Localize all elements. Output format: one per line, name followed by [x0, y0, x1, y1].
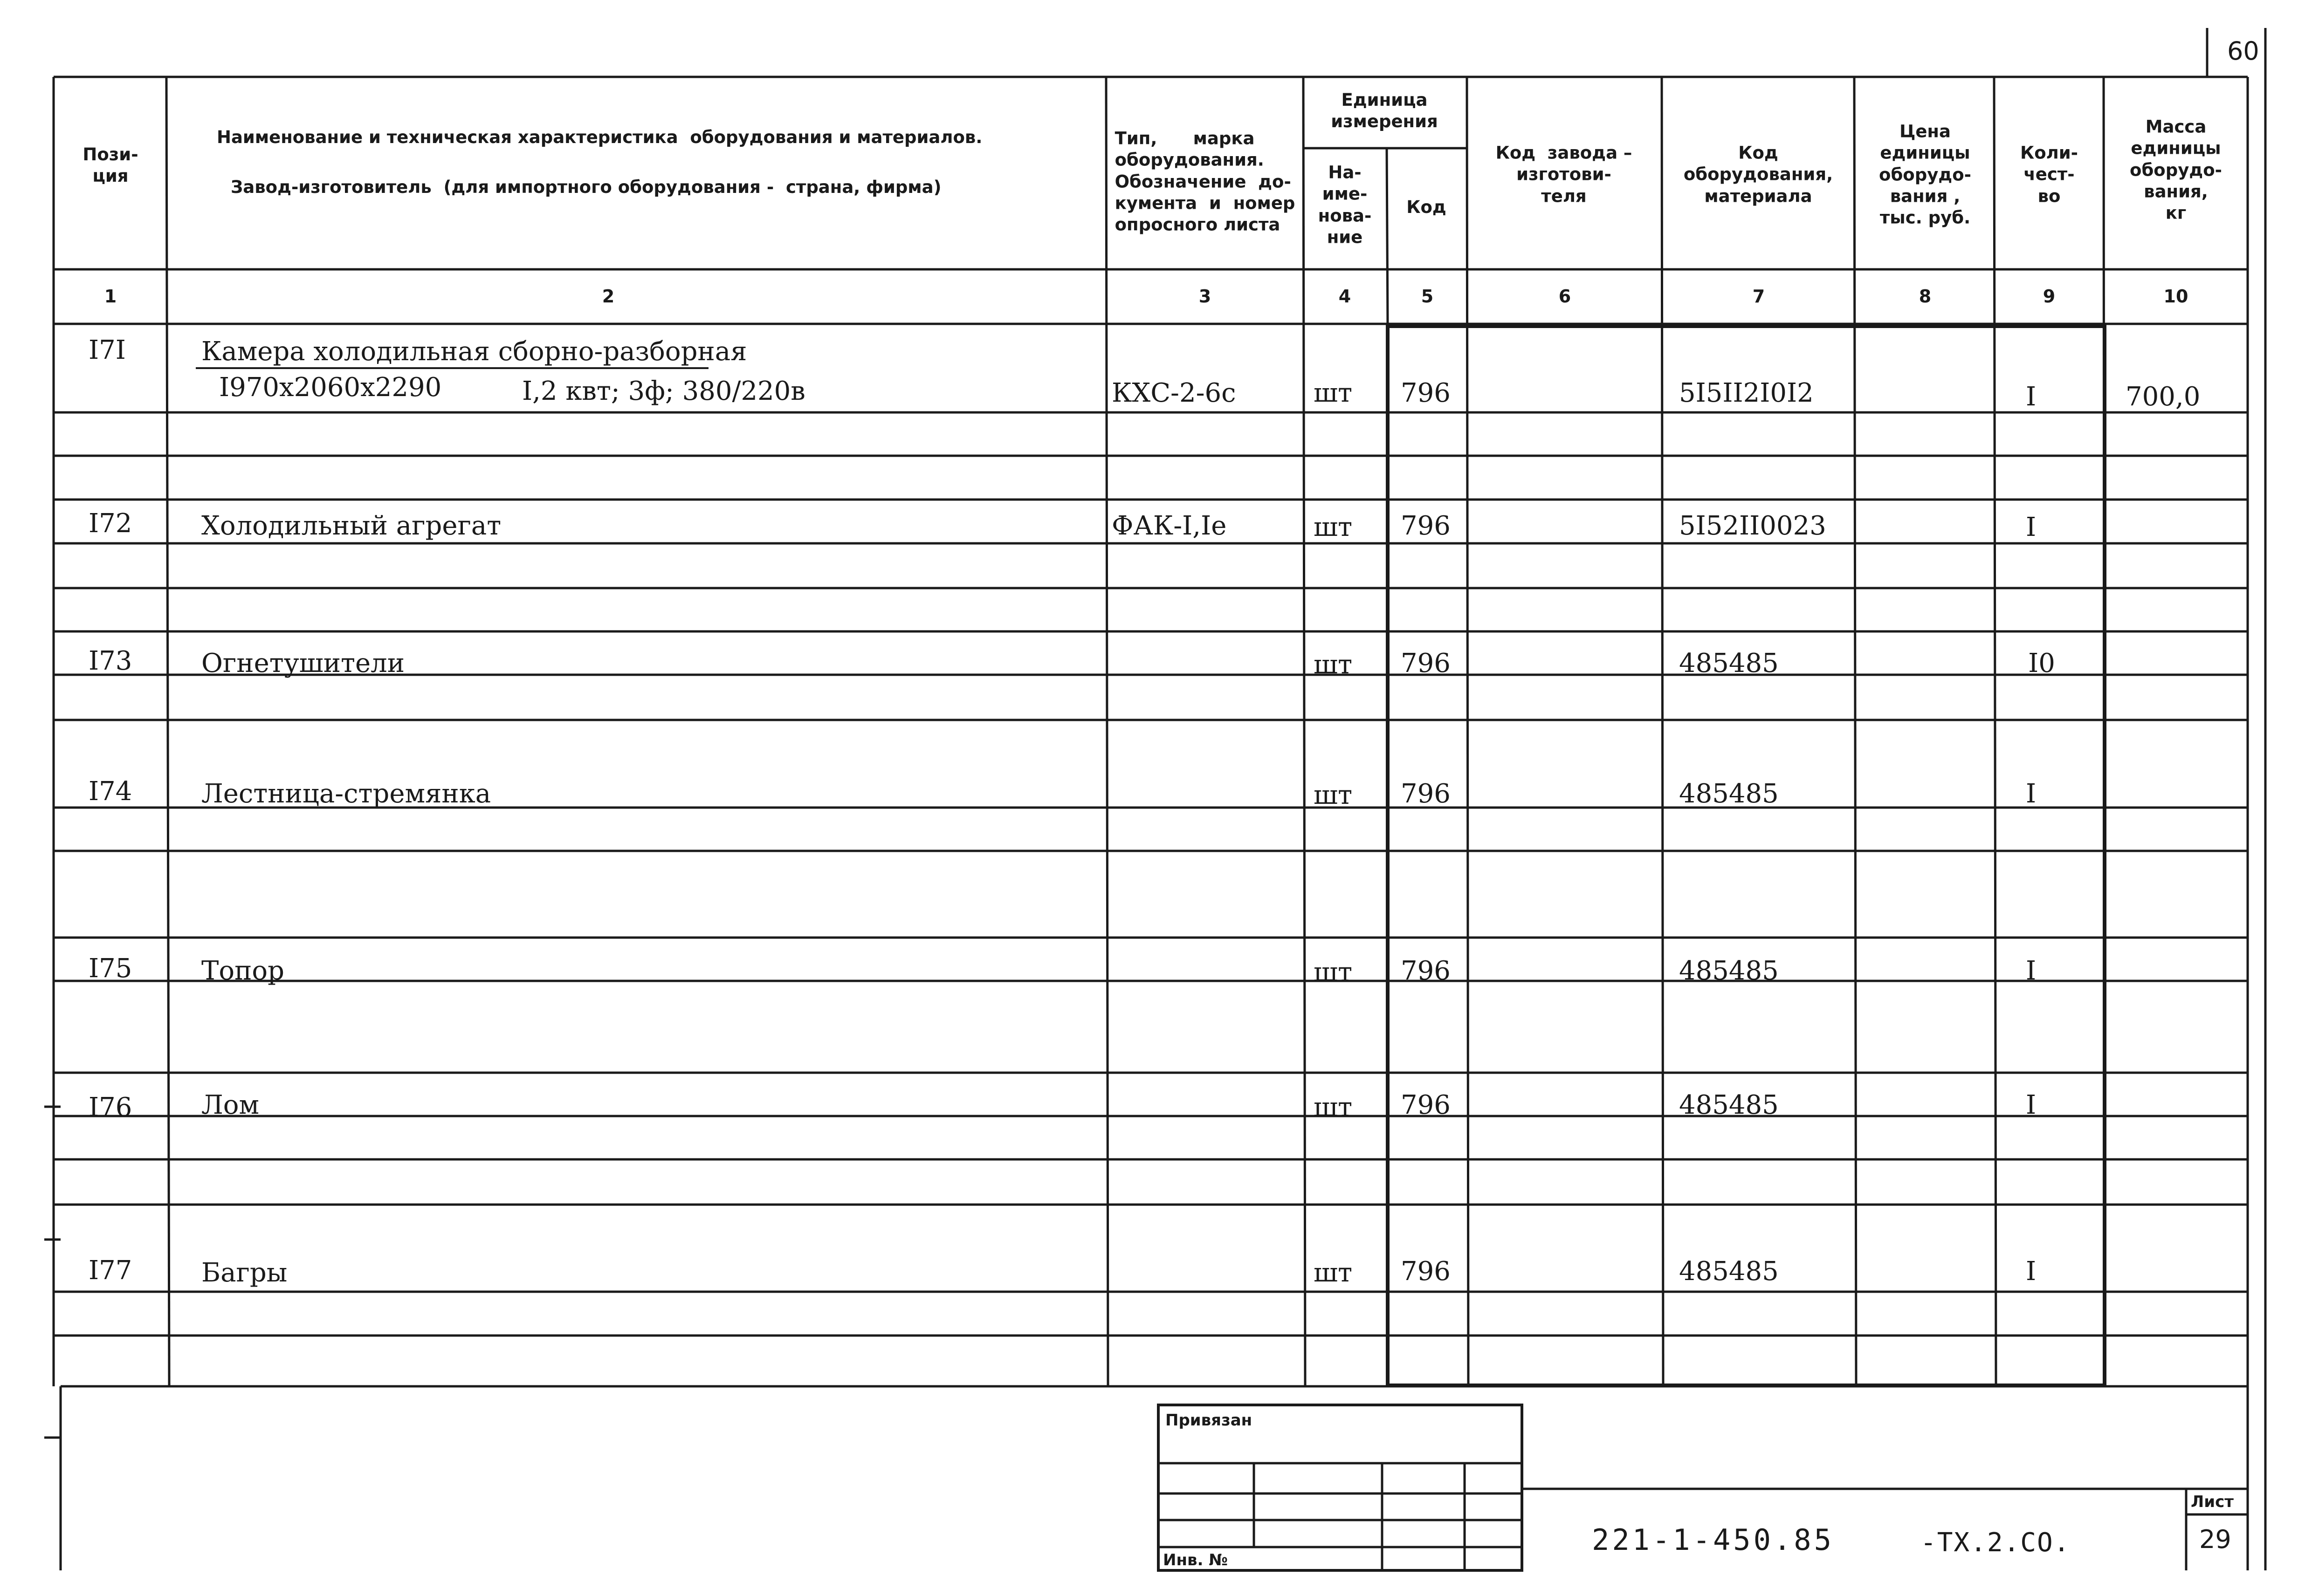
row-unit: шт [1314, 780, 1353, 810]
header-position: Пози- ция [83, 144, 138, 186]
column-number: 2 [602, 286, 615, 307]
document-code: 221-1-450.85 [1592, 1523, 1834, 1557]
header-quantity: Коли- чест- во [2020, 143, 2078, 206]
header-name-line1: Наименование и техническая характеристика оборудования и материалов. [217, 127, 983, 147]
row-quantity: I [2025, 382, 2037, 412]
row-unit: шт [1314, 512, 1353, 542]
row-position: I74 [89, 776, 132, 807]
row-position: I76 [89, 1092, 132, 1123]
stamp-inventory-label: Инв. № [1163, 1551, 1228, 1569]
header-plant-code: Код завода – изготови- теля [1495, 143, 1632, 206]
column-number: 10 [2163, 286, 2188, 307]
row-quantity: I [2025, 512, 2037, 542]
header-mass: Масса единицы оборудо- вания, кг [2130, 116, 2222, 223]
row-unit-code: 796 [1401, 511, 1451, 541]
sheet-label: Лист [2191, 1493, 2234, 1511]
row-position: I77 [89, 1255, 132, 1286]
row-equipment-code: 485485 [1679, 1256, 1779, 1287]
row-equipment-code: 485485 [1679, 779, 1779, 809]
row-unit-code: 796 [1401, 648, 1451, 678]
stamp-attached-label: Привязан [1165, 1411, 1252, 1430]
column-number: 9 [2043, 286, 2056, 307]
row-equipment-code: 5I5II2I0I2 [1679, 378, 1814, 408]
row-name: Огнетушители [201, 648, 405, 678]
row-position: I75 [89, 953, 132, 984]
row-name: Лестница-стремянка [201, 779, 491, 809]
header-unit-group: Единица измерения [1331, 89, 1438, 131]
row-name: Топор [201, 956, 284, 986]
row-name-dimensions: I970x2060x2290 [219, 372, 442, 403]
column-number: 8 [1919, 286, 1932, 307]
row-name: Холодильный агрегат [201, 511, 502, 541]
row-quantity: I0 [2028, 648, 2055, 678]
row-unit: шт [1314, 650, 1353, 680]
sheet-number: 29 [2199, 1525, 2231, 1554]
page-number: 60 [2227, 36, 2259, 66]
header-price: Цена единицы оборудо- вания , тыс. руб. [1879, 121, 1971, 228]
row-unit-code: 796 [1401, 956, 1451, 986]
document-suffix: -TX.2.CO. [1920, 1528, 2071, 1558]
row-unit-code: 796 [1401, 779, 1451, 809]
row-name: Багры [201, 1258, 288, 1288]
row-equipment-code: 5I52II0023 [1679, 511, 1826, 541]
column-number: 6 [1558, 286, 1571, 307]
header-equipment-code: Код оборудования, материала [1683, 143, 1833, 206]
header-unit-name: На- име- нова- ние [1318, 162, 1372, 247]
column-number: 5 [1421, 286, 1434, 307]
row-position: I72 [89, 508, 132, 539]
row-mass: 700,0 [2126, 382, 2201, 412]
row-name: Лом [201, 1090, 260, 1120]
row-equipment-code: 485485 [1679, 1090, 1779, 1120]
row-unit: шт [1314, 1092, 1353, 1123]
header-name-line2: Завод-изготовитель (для импортного оборудования - страна, фирма) [231, 177, 942, 197]
row-unit: шт [1314, 378, 1353, 408]
row-position: I73 [89, 646, 132, 676]
column-number: 3 [1198, 286, 1211, 307]
row-unit: шт [1314, 957, 1353, 987]
row-name: Камера холодильная сборно-разборная [201, 336, 747, 367]
row-equipment-code: 485485 [1679, 648, 1779, 678]
row-type: КХС-2-6с [1112, 378, 1236, 408]
row-unit-code: 796 [1401, 1256, 1451, 1287]
row-quantity: I [2025, 779, 2037, 809]
row-quantity: I [2025, 1090, 2037, 1120]
row-quantity: I [2025, 956, 2037, 986]
header-unit-code: Код [1406, 197, 1446, 217]
column-number: 1 [104, 286, 117, 307]
row-unit-code: 796 [1401, 378, 1451, 408]
row-unit: шт [1314, 1258, 1353, 1288]
row-equipment-code: 485485 [1679, 956, 1779, 986]
row-unit-code: 796 [1401, 1090, 1451, 1120]
row-quantity: I [2025, 1256, 2037, 1287]
column-number: 4 [1338, 286, 1351, 307]
row-position: I7I [89, 335, 126, 365]
row-spec: I,2 квт; 3ф; 380/220в [522, 376, 805, 406]
header-type: Тип, марка оборудования. Обозначение до- кумента и номер опросного листа [1115, 128, 1295, 235]
row-type: ФАК-I,Iе [1112, 511, 1227, 541]
column-number: 7 [1752, 286, 1765, 307]
